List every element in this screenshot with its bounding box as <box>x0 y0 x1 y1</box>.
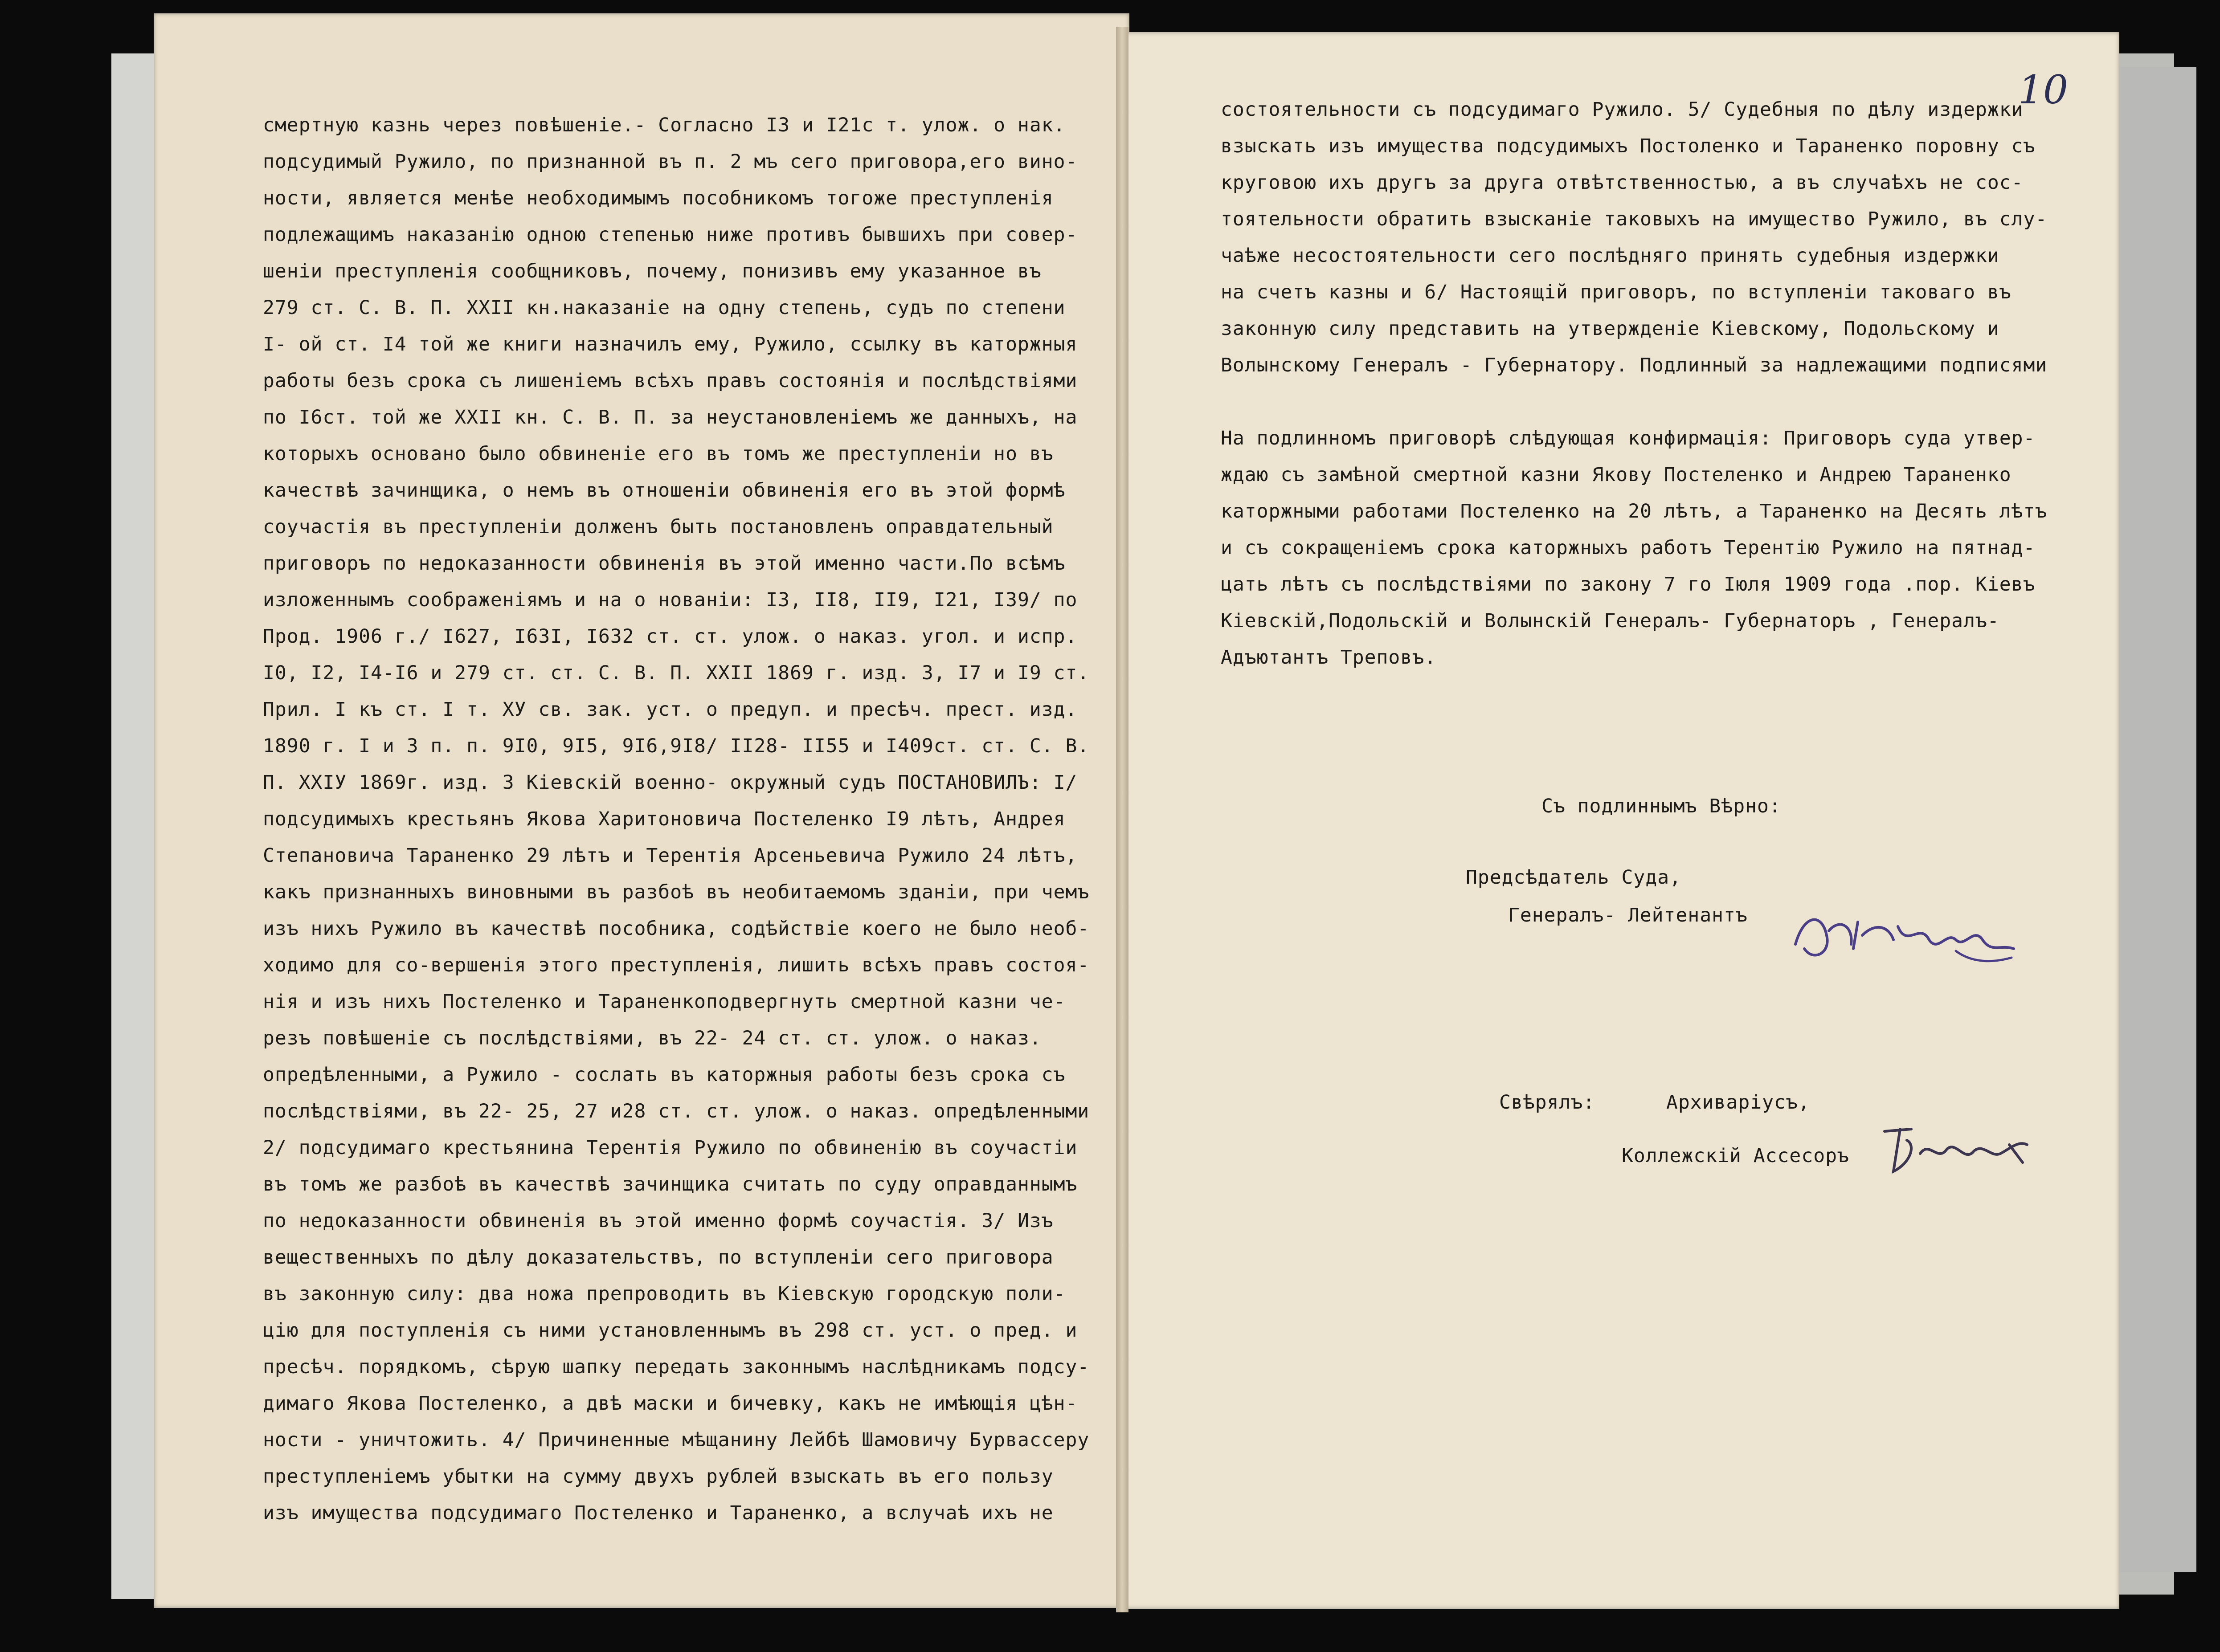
text-line: опредѣленными, а Ружило - сослать въ каторжныя работы безъ срока съ <box>263 1064 1066 1086</box>
confirmation-line: ждаю съ замѣной смертной казни Якову Постеленко и Андрею Тараненко <box>1221 464 2011 486</box>
text-line: по недоказанности обвиненія въ этой именно формѣ соучастія. 3/ Изъ <box>263 1210 1054 1232</box>
verified-copy-note: Съ подлиннымъ Вѣрно: <box>1541 795 1781 817</box>
text-line: изъ нихъ Ружило въ качествѣ пособника, содѣйствіе коего не было необ- <box>263 918 1090 940</box>
text-line: нія и изъ нихъ Постеленко и Тараненкоподвергнуть смертной казни че- <box>263 991 1066 1013</box>
text-line: работы безъ срока съ лишеніемъ всѣхъ правъ состоянія и послѣдствіями <box>263 370 1078 392</box>
text-line: ности, является менѣе необходимымъ пособникомъ тогоже преступленія <box>263 187 1054 209</box>
text-line: состоятельности съ подсудимаго Ружило. 5/ Судебныя по дѣлу издержки <box>1221 98 2024 121</box>
text-line: 279 ст. С. В. П. XXII кн.наказаніе на одну степень, судъ по степени <box>263 297 1066 319</box>
archivist-signature <box>1876 1114 2045 1185</box>
text-line: приговоръ по недоказанности обвиненія въ этой именно части.По всѣмъ <box>263 552 1066 575</box>
confirmation-line: каторжными работами Постеленко на 20 лѣтъ, а Тараненко на Десять лѣтъ <box>1221 500 2048 522</box>
text-line: послѣдствіями, въ 22- 25, 27 и28 ст. ст. улож. о наказ. опредѣленными <box>263 1100 1090 1122</box>
text-line: взыскать изъ имущества подсудимыхъ Постоленко и Тараненко поровну съ <box>1221 135 2036 157</box>
text-line: преступленіемъ убытки на сумму двухъ рублей взыскать въ его пользу <box>263 1465 1054 1488</box>
text-line: изъ имущества подсудимаго Постеленко и Тараненко, а вслучаѣ ихъ не <box>263 1502 1054 1524</box>
chairman-signature <box>1787 895 2023 975</box>
text-line: тоятельности обратить взысканіе таковыхъ на имущество Ружило, въ слу- <box>1221 208 2048 230</box>
checked-label: Свѣрялъ: <box>1499 1091 1595 1114</box>
text-line: законную силу представить на утвержденіе Кіевскому, Подольскому и <box>1221 318 1999 340</box>
left-page-text <box>263 107 1089 1531</box>
text-line: Степановича Тараненко 29 лѣтъ и Терентія Арсеньевича Ружило 24 лѣтъ, <box>263 844 1078 867</box>
text-line: ходимо для со-вершенія этого преступленія, лишить всѣхъ правъ состоя- <box>263 954 1090 976</box>
text-line: Прил. I къ ст. I т. ХУ св. зак. уст. о предуп. и пресѣч. прест. изд. <box>263 698 1078 721</box>
chairman-title: Предсѣдатель Суда, <box>1466 866 1681 889</box>
text-line: чаѣже несостоятельности сего послѣдняго принять судебныя издержки <box>1221 245 1999 267</box>
text-line: П. XXIУ 1869г. изд. 3 Кіевскій военно- окружный судъ ПОСТАНОВИЛЪ: I/ <box>263 771 1078 794</box>
text-line: въ томъ же разбоѣ въ качествѣ зачинщика считать по суду оправданнымъ <box>263 1173 1078 1195</box>
book-gutter <box>1116 27 1128 1612</box>
text-line: на счетъ казны и 6/ Настоящій приговоръ, по вступленіи таковаго въ <box>1221 281 2011 303</box>
confirmation-line: Кіевскій,Подольскій и Волынскій Генералъ- Губернаторъ , Генералъ- <box>1221 610 1999 632</box>
text-line: подсудимый Ружило, по признанной въ п. 2 мъ сего приговора,его вино- <box>263 151 1078 173</box>
text-line: какъ признанныхъ виновными въ разбоѣ въ необитаемомъ зданіи, при чемъ <box>263 881 1090 903</box>
confirmation-line: цать лѣтъ съ послѣдствіями по закону 7 го Іюля 1909 года .пор. Кіевъ <box>1221 573 2036 596</box>
confirmation-line: На подлинномъ приговорѣ слѣдующая конфирмація: Приговоръ суда утвер- <box>1221 427 2036 449</box>
text-line: I- ой ст. I4 той же книги назначилъ ему, Ружило, ссылку въ каторжныя <box>263 333 1078 355</box>
text-line: пресѣч. порядкомъ, сѣрую шапку передать законнымъ наслѣдникамъ подсу- <box>263 1356 1090 1378</box>
chairman-rank: Генералъ- Лейтенантъ <box>1508 904 1748 926</box>
text-line: круговою ихъ другъ за друга отвѣтственностью, а въ случаѣхъ не сос- <box>1221 171 2024 194</box>
text-line: резъ повѣшеніе съ послѣдствіями, въ 22- 24 ст. ст. улож. о наказ. <box>263 1027 1042 1049</box>
text-line: Волынскому Генералъ - Губернатору. Подлинный за надлежащими подписями <box>1221 354 2048 376</box>
text-line: шеніи преступленія сообщниковъ, почему, понизивъ ему указанное въ <box>263 260 1042 282</box>
text-line: Прод. 1906 г./ I627, I63I, I632 ст. ст. улож. о наказ. угол. и испр. <box>263 625 1078 648</box>
archivist-rank: Коллежскій Ассесоръ <box>1622 1145 1849 1167</box>
text-line: подсудимыхъ крестьянъ Якова Харитоновича Постеленко I9 лѣтъ, Андрея <box>263 808 1066 830</box>
text-line: по I6ст. той же XXII кн. С. В. П. за неустановленіемъ же данныхъ, на <box>263 406 1078 428</box>
text-line: I0, I2, I4-I6 и 279 ст. ст. С. В. П. XXII 1869 г. изд. 3, I7 и I9 ст. <box>263 662 1090 684</box>
text-line: подлежащимъ наказанію одною степенью ниже противъ бывшихъ при совер- <box>263 224 1078 246</box>
archivist-title: Архиваріусъ, <box>1666 1091 1810 1114</box>
text-line: ности - уничтожить. 4/ Причиненные мѣщанину Лейбѣ Шамовичу Бурвассеру <box>263 1429 1090 1451</box>
confirmation-line: Адъютантъ Треповъ. <box>1221 646 1436 669</box>
text-line: вещественныхъ по дѣлу доказательствъ, по вступленіи сего приговора <box>263 1246 1054 1269</box>
right-page-text <box>1221 91 2047 676</box>
text-line: качествѣ зачинщика, о немъ въ отношеніи обвиненія его въ этой формѣ <box>263 479 1066 502</box>
confirmation-line: и съ сокращеніемъ срока каторжныхъ работъ Терентію Ружило на пятнад- <box>1221 537 2036 559</box>
text-line: которыхъ основано было обвиненіе его въ томъ же преступленіи но въ <box>263 443 1054 465</box>
text-line: 1890 г. I и 3 п. п. 9I0, 9I5, 9I6,9I8/ II28- II55 и I409ст. ст. С. В. <box>263 735 1090 757</box>
text-line: 2/ подсудимаго крестьянина Терентія Ружило по обвиненію въ соучастіи <box>263 1137 1078 1159</box>
text-line: соучастія въ преступленіи долженъ быть постановленъ оправдательный <box>263 516 1054 538</box>
text-line: въ законную силу: два ножа препроводить въ Кіевскую городскую поли- <box>263 1283 1066 1305</box>
page-number: 10 <box>2018 67 2068 113</box>
text-line: изложеннымъ соображеніямъ и на о нованіи: I3, II8, II9, I21, I39/ по <box>263 589 1078 611</box>
text-line: смертную казнь через повѣшеніе.- Согласно I3 и I21с т. улож. о нак. <box>263 114 1066 136</box>
text-line: цію для поступленія съ ними установленнымъ въ 298 ст. уст. о пред. и <box>263 1319 1078 1342</box>
text-line: димаго Якова Постеленко, а двѣ маски и бичевку, какъ не имѣющія цѣн- <box>263 1392 1078 1415</box>
